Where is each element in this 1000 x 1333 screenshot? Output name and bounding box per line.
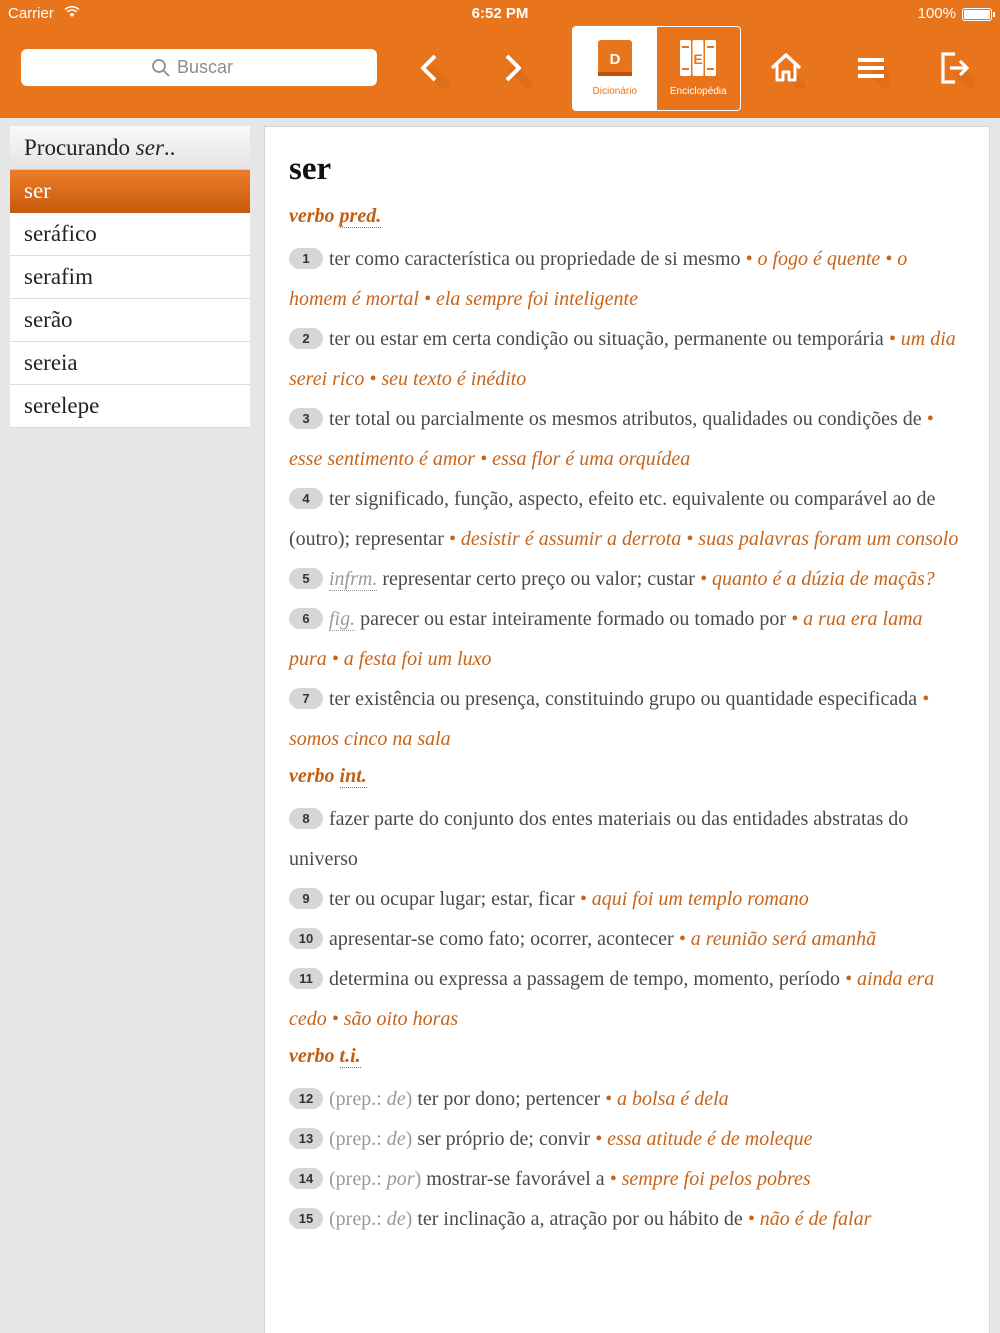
definition-text: ter total ou parcialmente os mesmos atributos, qualidades ou condições de	[329, 408, 922, 430]
results-list	[10, 126, 250, 428]
usage-example: • aqui foi um templo romano	[579, 888, 809, 910]
chevron-right-icon	[493, 48, 533, 88]
tab-dicionario[interactable]	[573, 27, 657, 110]
exit-icon	[935, 48, 975, 88]
exit-button[interactable]	[930, 40, 980, 95]
usage-example: • ainda era cedo • são oito horas	[289, 968, 935, 1030]
list-item[interactable]: sereia	[10, 342, 250, 385]
preposition-note: (prep.: de)	[329, 1128, 418, 1150]
sense-number-badge: 1	[289, 248, 323, 269]
preposition-note: (prep.: por)	[329, 1168, 427, 1190]
preposition-note: (prep.: de)	[329, 1208, 418, 1230]
dictionary-book-icon	[596, 38, 634, 78]
definition-text: apresentar-se como fato; ocorrer, acontecer	[329, 928, 674, 950]
forward-button[interactable]	[488, 40, 538, 95]
list-item[interactable]: ser	[10, 170, 250, 213]
list-item[interactable]: serelepe	[10, 385, 250, 428]
sense-number-badge: 12	[289, 1088, 323, 1109]
definition-sense	[289, 1079, 965, 1119]
part-of-speech: verbo t.i.	[289, 1045, 361, 1067]
usage-example: • um dia serei rico • seu texto é inédito	[289, 328, 956, 390]
sense-number-badge: 4	[289, 488, 323, 509]
entry-sections	[289, 203, 965, 1239]
sense-number-badge: 3	[289, 408, 323, 429]
usage-example: • a reunião será amanhã	[678, 928, 877, 950]
definition-text: ter como característica ou propriedade de si mesmo	[329, 248, 741, 270]
part-of-speech: verbo int.	[289, 765, 367, 787]
results-header: Procurando ser..	[10, 126, 250, 170]
usage-example: • não é de falar	[747, 1208, 872, 1230]
definition-text: ter existência ou presença, constituindo grupo ou quantidade especificada	[329, 688, 918, 710]
definition-sense	[289, 799, 965, 879]
definition-text: representar certo preço ou valor; custar	[382, 568, 695, 590]
definition-sense	[289, 239, 965, 319]
part-of-speech: verbo pred.	[289, 205, 382, 227]
definition-text: ter inclinação a, atração por ou hábito de	[417, 1208, 743, 1230]
list-item[interactable]: serão	[10, 299, 250, 342]
pos-abbreviation[interactable]: int.	[339, 765, 367, 787]
sense-number-badge: 11	[289, 968, 323, 989]
home-button[interactable]	[761, 40, 811, 95]
status-bar	[0, 0, 1000, 28]
definition-sense	[289, 1119, 965, 1159]
definition-sense	[289, 959, 965, 1039]
sense-number-badge: 15	[289, 1208, 323, 1229]
tab-enciclopedia-label: Enciclopédia	[669, 86, 727, 97]
usage-example: • quanto é a dúzia de maçãs?	[699, 568, 935, 590]
definition-sense	[289, 879, 965, 919]
usage-example: • esse sentimento é amor • essa flor é uma orquídea	[289, 408, 934, 470]
clock: 6:52 PM	[471, 5, 529, 22]
list-item[interactable]: seráfico	[10, 213, 250, 256]
usage-example: • a rua era lama pura • a festa foi um luxo	[289, 608, 923, 670]
definition-sense	[289, 319, 965, 399]
pos-abbreviation[interactable]: pred.	[339, 205, 382, 227]
back-button[interactable]	[404, 40, 454, 95]
definition-text: ter ou estar em certa condição ou situação, permanente ou temporária	[329, 328, 884, 350]
sense-number-badge: 5	[289, 568, 323, 589]
definition-sense	[289, 1159, 965, 1199]
preposition-note: (prep.: de)	[329, 1088, 418, 1110]
definition-sense	[289, 599, 965, 679]
entry-headword: ser	[289, 151, 332, 187]
menu-icon	[850, 48, 890, 88]
svg-text:D: D	[609, 51, 621, 68]
search-bar[interactable]	[21, 49, 377, 86]
pos-abbreviation[interactable]: t.i.	[339, 1045, 361, 1067]
svg-text:E: E	[693, 51, 703, 67]
definition-sense	[289, 479, 965, 559]
menu-button[interactable]	[845, 40, 895, 95]
definition-text: fazer parte do conjunto dos entes materiais ou das entidades abstratas do universo	[289, 808, 909, 870]
usage-example: • somos cinco na sala	[289, 688, 930, 750]
sense-number-badge: 8	[289, 808, 323, 829]
register-label[interactable]: infrm.	[329, 568, 378, 590]
definition-text: parecer ou estar inteiramente formado ou tomado por	[360, 608, 787, 630]
sense-number-badge: 6	[289, 608, 323, 629]
sense-number-badge: 2	[289, 328, 323, 349]
usage-example: • sempre foi pelos pobres	[609, 1168, 811, 1190]
chevron-left-icon	[409, 48, 449, 88]
source-segmented-control	[572, 26, 741, 111]
definition-text: mostrar-se favorável a	[426, 1168, 605, 1190]
tab-enciclopedia[interactable]	[657, 27, 741, 110]
register-label[interactable]: fig.	[329, 608, 356, 630]
sense-number-badge: 13	[289, 1128, 323, 1149]
definition-text: ser próprio de; convir	[417, 1128, 591, 1150]
sense-number-badge: 10	[289, 928, 323, 949]
list-item[interactable]: serafim	[10, 256, 250, 299]
usage-example: • desistir é assumir a derrota • suas palavras foram um consolo	[448, 528, 959, 550]
top-toolbar	[0, 0, 1000, 118]
definition-sense	[289, 919, 965, 959]
sense-number-badge: 7	[289, 688, 323, 709]
definition-text: ter por dono; pertencer	[417, 1088, 601, 1110]
encyclopedia-books-icon	[677, 38, 719, 78]
usage-example: • essa atitude é de moleque	[595, 1128, 813, 1150]
definition-sense	[289, 1199, 965, 1239]
definition-text: ter ou ocupar lugar; estar, ficar	[329, 888, 575, 910]
tab-dicionario-label: Dicionário	[592, 86, 637, 97]
definition-sense	[289, 679, 965, 759]
definition-text: ter significado, função, aspecto, efeito etc. equivalente ou comparável ao de (outro); representar	[289, 488, 936, 550]
usage-example: • o fogo é quente • o homem é mortal • ela sempre foi inteligente	[289, 248, 908, 310]
home-icon	[766, 48, 806, 88]
carrier-label: Carrier	[8, 5, 54, 22]
definition-text: determina ou expressa a passagem de tempo, momento, período	[329, 968, 840, 990]
sense-number-badge: 9	[289, 888, 323, 909]
battery-icon	[962, 8, 992, 21]
usage-example: • a bolsa é dela	[605, 1088, 729, 1110]
search-icon	[151, 58, 171, 78]
sense-number-badge: 14	[289, 1168, 323, 1189]
definition-sense	[289, 399, 965, 479]
battery-percent: 100%	[917, 5, 956, 22]
definition-sense	[289, 559, 965, 599]
search-input[interactable]	[177, 57, 247, 78]
entry-panel	[264, 126, 990, 1333]
